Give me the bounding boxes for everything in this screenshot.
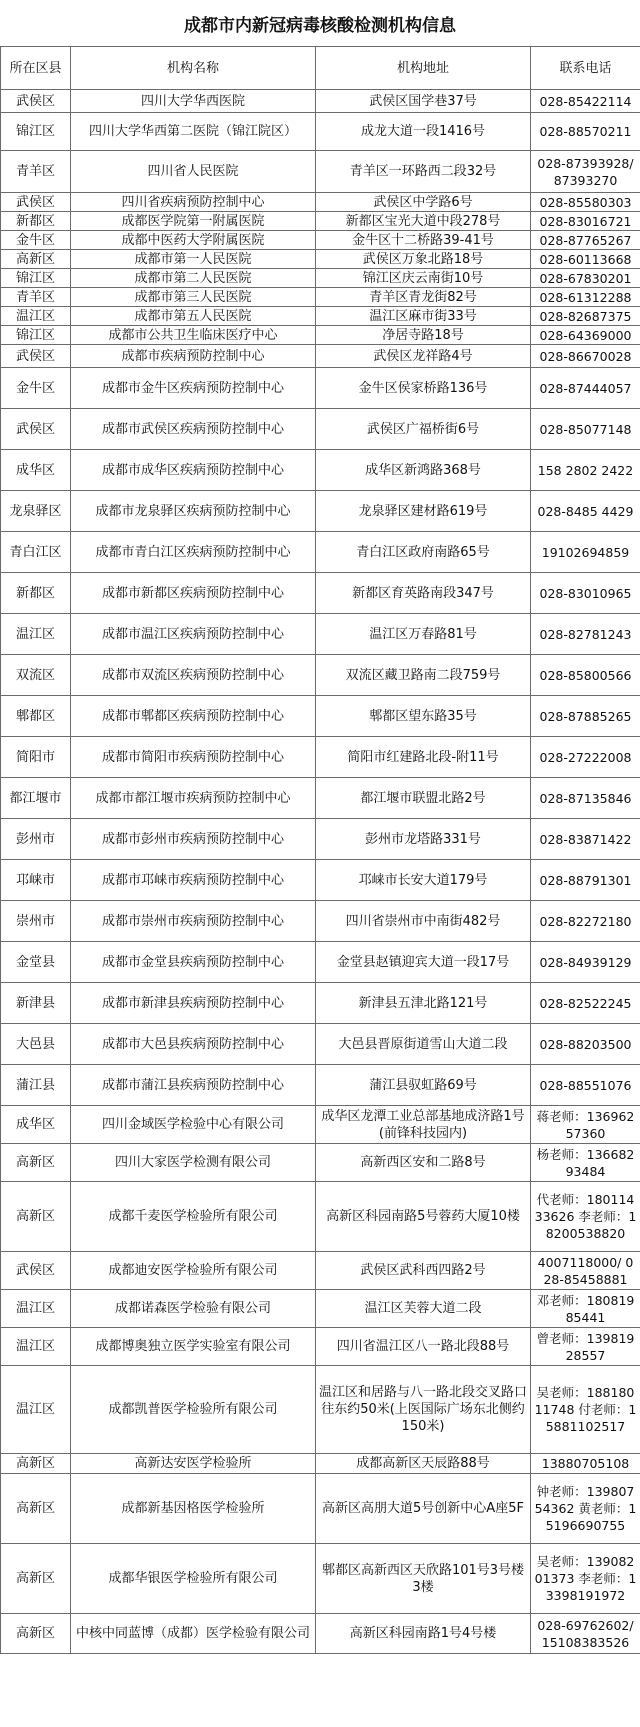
cell-name: 成都市第五人民医院 <box>71 307 316 326</box>
cell-phone: 028-69762602/ 15108383526 <box>531 1614 640 1654</box>
cell-address: 温江区万春路81号 <box>316 614 531 655</box>
cell-district: 高新区 <box>1 250 71 269</box>
cell-district: 新都区 <box>1 573 71 614</box>
cell-phone: 028-87135846 <box>531 778 640 819</box>
cell-address: 青羊区青龙街82号 <box>316 288 531 307</box>
cell-district: 金牛区 <box>1 368 71 409</box>
cell-phone: 028-61312288 <box>531 288 640 307</box>
table-row <box>1 1474 640 1544</box>
cell-address: 成华区龙潭工业总部基地成济路1号(前锋科技园内) <box>316 1106 531 1144</box>
cell-address: 武侯区龙祥路4号 <box>316 345 531 368</box>
cell-name: 成都凯普医学检验所有限公司 <box>71 1366 316 1454</box>
cell-district: 崇州市 <box>1 901 71 942</box>
cell-name: 四川大学华西医院 <box>71 90 316 113</box>
cell-phone: 028-86670028 <box>531 345 640 368</box>
cell-district: 高新区 <box>1 1454 71 1474</box>
cell-address: 净居寺路18号 <box>316 326 531 345</box>
cell-name: 四川金域医学检验中心有限公司 <box>71 1106 316 1144</box>
cell-name: 成都市邛崃市疾病预防控制中心 <box>71 860 316 901</box>
cell-phone: 蒋老师：13696257360 <box>531 1106 640 1144</box>
table-row <box>1 1454 640 1474</box>
cell-name: 成都市第一人民医院 <box>71 250 316 269</box>
table-row <box>1 193 640 212</box>
institution-table <box>0 46 640 1654</box>
table-row <box>1 1290 640 1328</box>
cell-district: 武侯区 <box>1 409 71 450</box>
cell-district: 彭州市 <box>1 819 71 860</box>
cell-name: 成都市彭州市疾病预防控制中心 <box>71 819 316 860</box>
table-row <box>1 1366 640 1454</box>
cell-district: 高新区 <box>1 1614 71 1654</box>
cell-address: 武侯区国学巷37号 <box>316 90 531 113</box>
cell-name: 四川大家医学检测有限公司 <box>71 1144 316 1182</box>
cell-district: 锦江区 <box>1 113 71 151</box>
cell-phone: 028-85800566 <box>531 655 640 696</box>
cell-phone: 028-88203500 <box>531 1024 640 1065</box>
table-row <box>1 212 640 231</box>
table-row <box>1 491 640 532</box>
cell-phone: 13880705108 <box>531 1454 640 1474</box>
table-body <box>1 90 640 1654</box>
cell-phone: 028-82522245 <box>531 983 640 1024</box>
cell-phone: 028-85422114 <box>531 90 640 113</box>
cell-phone: 028-87393928/ 87393270 <box>531 151 640 193</box>
column-header-phone: 联系电话 <box>531 47 640 90</box>
table-row <box>1 532 640 573</box>
cell-phone: 028-87444057 <box>531 368 640 409</box>
cell-address: 高新区科园南路1号4号楼 <box>316 1614 531 1654</box>
table-row <box>1 1024 640 1065</box>
cell-district: 都江堰市 <box>1 778 71 819</box>
cell-address: 温江区和居路与八一路北段交叉路口往东约50米(上医国际广场东北侧约150米) <box>316 1366 531 1454</box>
cell-district: 龙泉驿区 <box>1 491 71 532</box>
cell-name: 成都市公共卫生临床医疗中心 <box>71 326 316 345</box>
table-row <box>1 696 640 737</box>
cell-phone: 028-87765267 <box>531 231 640 250</box>
cell-name: 中核中同蓝博（成都）医学检验有限公司 <box>71 1614 316 1654</box>
cell-address: 邛崃市长安大道179号 <box>316 860 531 901</box>
cell-phone: 028-67830201 <box>531 269 640 288</box>
cell-phone: 028-88551076 <box>531 1065 640 1106</box>
table-row <box>1 409 640 450</box>
cell-address: 金牛区十二桥路39-41号 <box>316 231 531 250</box>
cell-name: 成都市崇州市疾病预防控制中心 <box>71 901 316 942</box>
cell-district: 高新区 <box>1 1544 71 1614</box>
cell-address: 四川省崇州市中南街482号 <box>316 901 531 942</box>
table-row <box>1 1544 640 1614</box>
table-row <box>1 1614 640 1654</box>
cell-name: 成都市简阳市疾病预防控制中心 <box>71 737 316 778</box>
cell-district: 新津县 <box>1 983 71 1024</box>
table-row <box>1 819 640 860</box>
cell-phone: 028-87885265 <box>531 696 640 737</box>
cell-phone: 028-85077148 <box>531 409 640 450</box>
cell-address: 锦江区庆云南街10号 <box>316 269 531 288</box>
table-row <box>1 737 640 778</box>
cell-phone: 邓老师：18081985441 <box>531 1290 640 1328</box>
cell-name: 成都市金牛区疾病预防控制中心 <box>71 368 316 409</box>
cell-address: 武侯区中学路6号 <box>316 193 531 212</box>
table-row <box>1 1182 640 1252</box>
cell-phone: 曾老师：13981928557 <box>531 1328 640 1366</box>
cell-phone: 028-83010965 <box>531 573 640 614</box>
cell-address: 郫都区高新西区天欣路101号3号楼3楼 <box>316 1544 531 1614</box>
table-row <box>1 151 640 193</box>
cell-address: 青羊区一环路西二段32号 <box>316 151 531 193</box>
cell-district: 温江区 <box>1 1366 71 1454</box>
cell-district: 大邑县 <box>1 1024 71 1065</box>
cell-district: 武侯区 <box>1 1252 71 1290</box>
cell-name: 成都诺森医学检验有限公司 <box>71 1290 316 1328</box>
table-row <box>1 1065 640 1106</box>
cell-name: 成都市新津县疾病预防控制中心 <box>71 983 316 1024</box>
cell-district: 双流区 <box>1 655 71 696</box>
cell-address: 温江区芙蓉大道二段 <box>316 1290 531 1328</box>
cell-name: 成都市郫都区疾病预防控制中心 <box>71 696 316 737</box>
cell-district: 温江区 <box>1 614 71 655</box>
cell-name: 成都市金堂县疾病预防控制中心 <box>71 942 316 983</box>
cell-address: 龙泉驿区建材路619号 <box>316 491 531 532</box>
table-row <box>1 655 640 696</box>
cell-name: 成都市疾病预防控制中心 <box>71 345 316 368</box>
cell-district: 青白江区 <box>1 532 71 573</box>
cell-district: 锦江区 <box>1 326 71 345</box>
cell-phone: 028-83016721 <box>531 212 640 231</box>
cell-address: 金堂县赵镇迎宾大道一段17号 <box>316 942 531 983</box>
cell-district: 邛崃市 <box>1 860 71 901</box>
table-row <box>1 231 640 250</box>
table-row <box>1 345 640 368</box>
cell-district: 武侯区 <box>1 345 71 368</box>
cell-address: 蒲江县驭虹路69号 <box>316 1065 531 1106</box>
cell-address: 新津县五津北路121号 <box>316 983 531 1024</box>
cell-address: 新都区育英路南段347号 <box>316 573 531 614</box>
cell-district: 武侯区 <box>1 193 71 212</box>
column-header-address: 机构地址 <box>316 47 531 90</box>
table-row <box>1 860 640 901</box>
table-row <box>1 1144 640 1182</box>
table-row <box>1 269 640 288</box>
table-row <box>1 778 640 819</box>
table-row <box>1 250 640 269</box>
cell-district: 温江区 <box>1 1290 71 1328</box>
cell-name: 成都中医药大学附属医院 <box>71 231 316 250</box>
cell-name: 成都市武侯区疾病预防控制中心 <box>71 409 316 450</box>
cell-name: 高新达安医学检验所 <box>71 1454 316 1474</box>
cell-phone: 028-85580303 <box>531 193 640 212</box>
cell-district: 高新区 <box>1 1182 71 1252</box>
cell-phone: 钟老师：13980754362 黄老师：15196690755 <box>531 1474 640 1544</box>
table-row <box>1 1252 640 1290</box>
cell-name: 成都市第二人民医院 <box>71 269 316 288</box>
table-row <box>1 450 640 491</box>
cell-phone: 028-82272180 <box>531 901 640 942</box>
cell-name: 成都迪安医学检验所有限公司 <box>71 1252 316 1290</box>
cell-name: 成都市温江区疾病预防控制中心 <box>71 614 316 655</box>
cell-address: 简阳市红建路北段-附11号 <box>316 737 531 778</box>
cell-phone: 杨老师：13668293484 <box>531 1144 640 1182</box>
cell-phone: 19102694859 <box>531 532 640 573</box>
cell-district: 锦江区 <box>1 269 71 288</box>
cell-name: 成都市蒲江县疾病预防控制中心 <box>71 1065 316 1106</box>
cell-phone: 028-64369000 <box>531 326 640 345</box>
cell-address: 金牛区侯家桥路136号 <box>316 368 531 409</box>
table-row <box>1 942 640 983</box>
cell-phone: 吴老师：13908201373 李老师：13398191972 <box>531 1544 640 1614</box>
cell-district: 金堂县 <box>1 942 71 983</box>
cell-phone: 028-82781243 <box>531 614 640 655</box>
cell-name: 四川省人民医院 <box>71 151 316 193</box>
table-row <box>1 1328 640 1366</box>
cell-address: 新都区宝光大道中段278号 <box>316 212 531 231</box>
table-row <box>1 614 640 655</box>
cell-address: 武侯区万象北路18号 <box>316 250 531 269</box>
table-row <box>1 901 640 942</box>
cell-name: 成都市双流区疾病预防控制中心 <box>71 655 316 696</box>
cell-phone: 028-88570211 <box>531 113 640 151</box>
cell-name: 成都华银医学检验所有限公司 <box>71 1544 316 1614</box>
cell-address: 都江堰市联盟北路2号 <box>316 778 531 819</box>
table-row <box>1 113 640 151</box>
cell-district: 武侯区 <box>1 90 71 113</box>
cell-name: 成都新基因格医学检验所 <box>71 1474 316 1544</box>
table-header-row <box>1 47 640 90</box>
cell-address: 高新区科园南路5号蓉药大厦10楼 <box>316 1182 531 1252</box>
cell-name: 成都市大邑县疾病预防控制中心 <box>71 1024 316 1065</box>
cell-address: 武侯区广福桥街6号 <box>316 409 531 450</box>
cell-district: 金牛区 <box>1 231 71 250</box>
cell-name: 四川省疾病预防控制中心 <box>71 193 316 212</box>
cell-name: 成都市第三人民医院 <box>71 288 316 307</box>
cell-address: 成龙大道一段1416号 <box>316 113 531 151</box>
cell-address: 温江区麻市街33号 <box>316 307 531 326</box>
cell-district: 温江区 <box>1 1328 71 1366</box>
column-header-name: 机构名称 <box>71 47 316 90</box>
cell-name: 成都市都江堰市疾病预防控制中心 <box>71 778 316 819</box>
cell-address: 高新西区安和二路8号 <box>316 1144 531 1182</box>
cell-phone: 028-88791301 <box>531 860 640 901</box>
cell-district: 高新区 <box>1 1474 71 1544</box>
cell-name: 成都医学院第一附属医院 <box>71 212 316 231</box>
cell-name: 成都市新都区疾病预防控制中心 <box>71 573 316 614</box>
cell-address: 青白江区政府南路65号 <box>316 532 531 573</box>
cell-name: 成都市成华区疾病预防控制中心 <box>71 450 316 491</box>
cell-address: 双流区藏卫路南二段759号 <box>316 655 531 696</box>
cell-address: 高新区高朋大道5号创新中心A座5F <box>316 1474 531 1544</box>
cell-address: 郫都区望东路35号 <box>316 696 531 737</box>
cell-address: 大邑县晋原街道雪山大道二段 <box>316 1024 531 1065</box>
cell-phone: 代老师：18011433626 李老师：18200538820 <box>531 1182 640 1252</box>
cell-phone: 吴老师：18818011748 付老师：15881102517 <box>531 1366 640 1454</box>
cell-phone: 028-84939129 <box>531 942 640 983</box>
cell-phone: 028-8485 4429 <box>531 491 640 532</box>
table-row <box>1 307 640 326</box>
cell-phone: 028-82687375 <box>531 307 640 326</box>
cell-district: 青羊区 <box>1 151 71 193</box>
cell-name: 成都千麦医学检验所有限公司 <box>71 1182 316 1252</box>
cell-name: 成都市龙泉驿区疾病预防控制中心 <box>71 491 316 532</box>
table-row <box>1 368 640 409</box>
cell-district: 成华区 <box>1 450 71 491</box>
column-header-district: 所在区县 <box>1 47 71 90</box>
cell-name: 成都市青白江区疾病预防控制中心 <box>71 532 316 573</box>
cell-district: 高新区 <box>1 1144 71 1182</box>
table-row <box>1 90 640 113</box>
table-row <box>1 288 640 307</box>
cell-phone: 158 2802 2422 <box>531 450 640 491</box>
page-title: 成都市内新冠病毒核酸检测机构信息 <box>184 15 456 36</box>
cell-district: 蒲江县 <box>1 1065 71 1106</box>
cell-address: 彭州市龙塔路331号 <box>316 819 531 860</box>
cell-district: 新都区 <box>1 212 71 231</box>
cell-phone: 028-27222008 <box>531 737 640 778</box>
cell-address: 成都高新区天辰路88号 <box>316 1454 531 1474</box>
cell-district: 温江区 <box>1 307 71 326</box>
cell-address: 武侯区武科西四路2号 <box>316 1252 531 1290</box>
cell-phone: 4007118000/ 028-85458881 <box>531 1252 640 1290</box>
cell-district: 简阳市 <box>1 737 71 778</box>
cell-district: 青羊区 <box>1 288 71 307</box>
table-row <box>1 573 640 614</box>
table-row <box>1 1106 640 1144</box>
cell-name: 四川大学华西第二医院（锦江院区） <box>71 113 316 151</box>
cell-district: 成华区 <box>1 1106 71 1144</box>
cell-name: 成都博奥独立医学实验室有限公司 <box>71 1328 316 1366</box>
cell-phone: 028-83871422 <box>531 819 640 860</box>
cell-address: 四川省温江区八一路北段88号 <box>316 1328 531 1366</box>
cell-district: 郫都区 <box>1 696 71 737</box>
cell-phone: 028-60113668 <box>531 250 640 269</box>
table-row <box>1 983 640 1024</box>
table-row <box>1 326 640 345</box>
cell-address: 成华区新鸿路368号 <box>316 450 531 491</box>
